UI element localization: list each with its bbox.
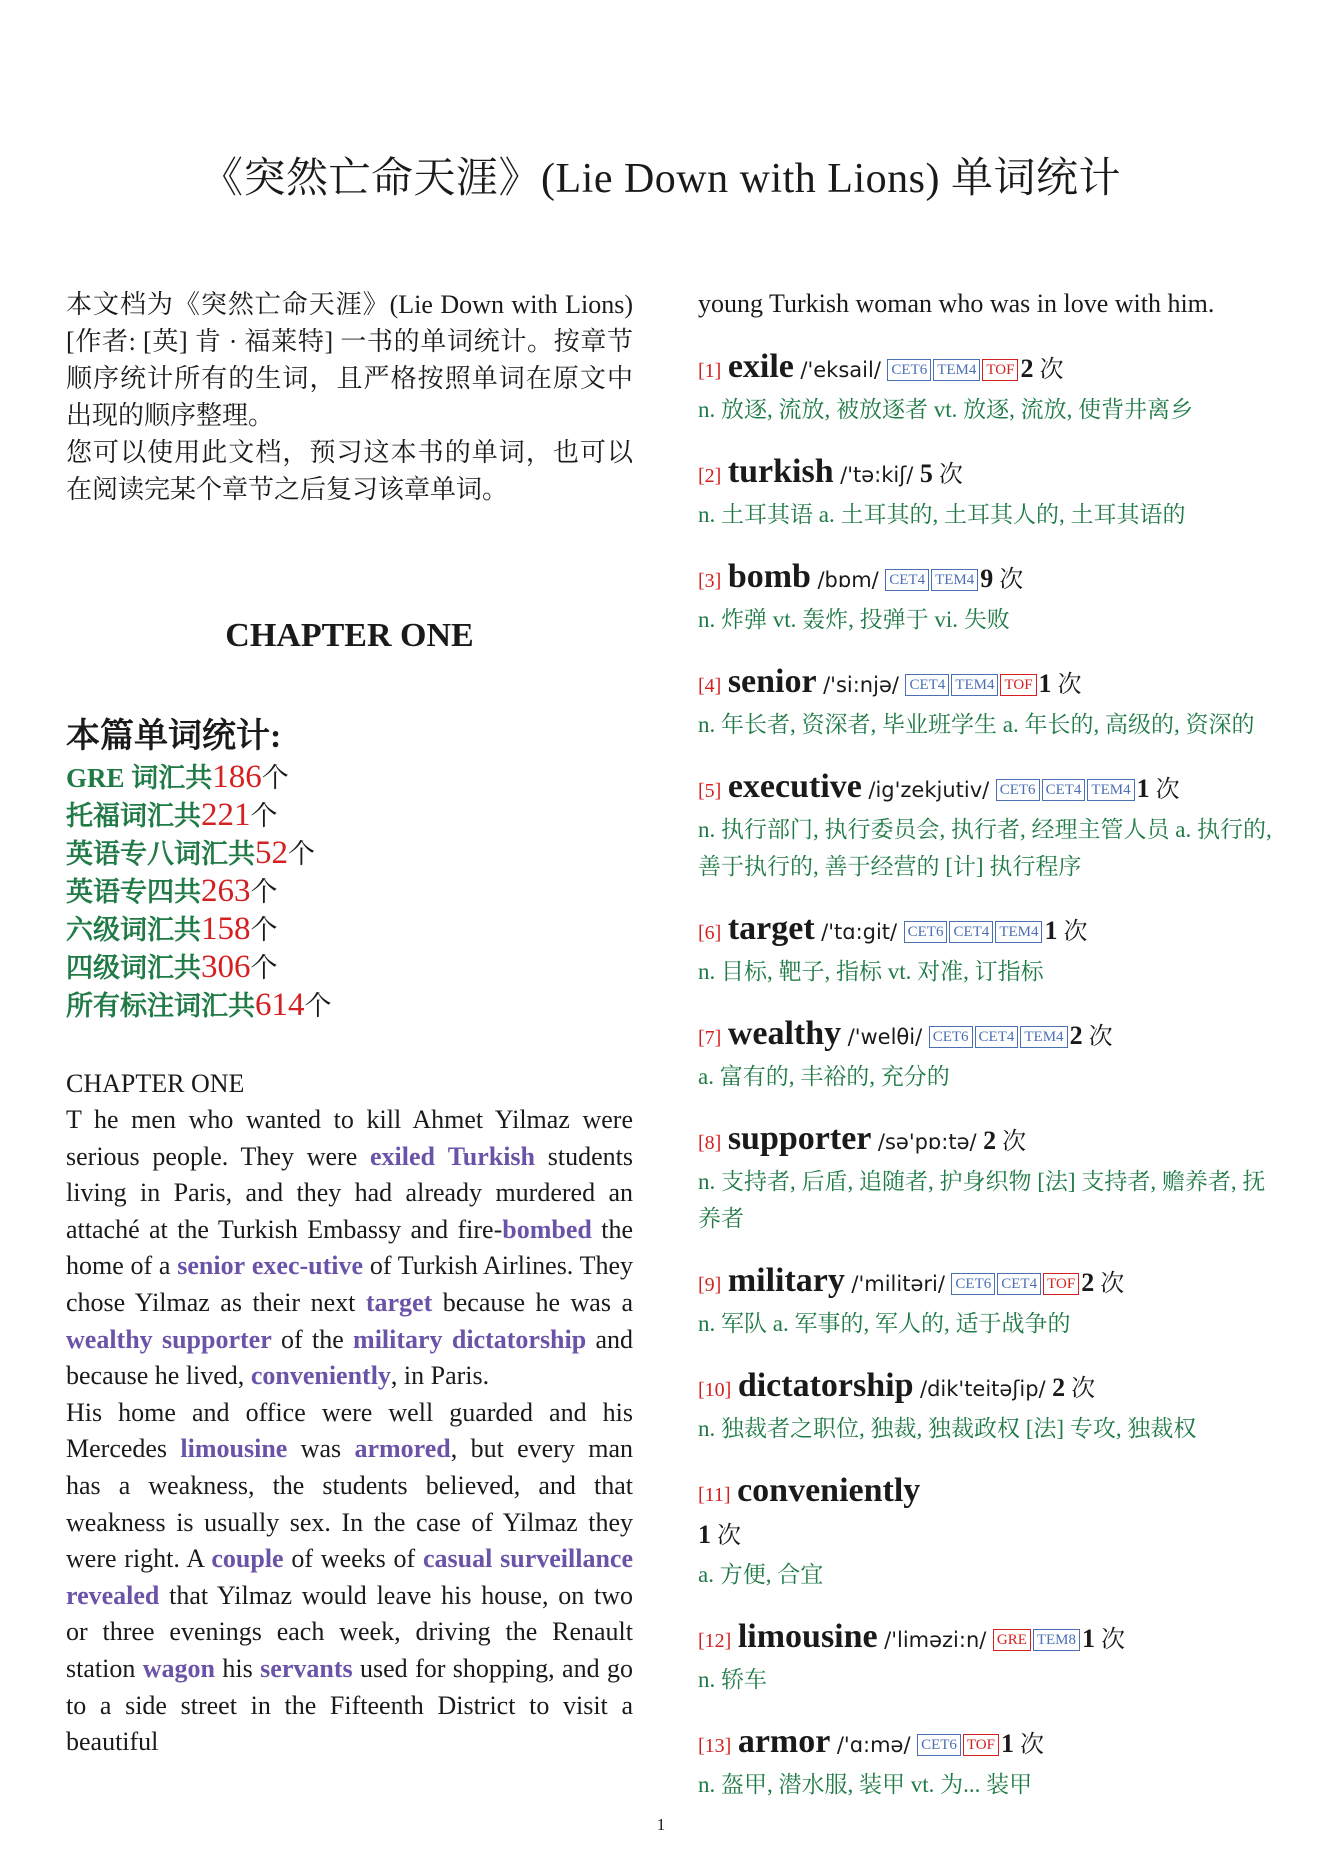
entry-word: conveniently [737, 1471, 921, 1509]
highlighted-word: exec-utive [251, 1251, 364, 1281]
vocab-entry [698, 347, 1273, 428]
stat-line [66, 949, 633, 987]
highlighted-word: couple [211, 1544, 284, 1574]
entry-phonetic: /bɒm/ [817, 567, 879, 592]
level-tag: TEM8 [1033, 1629, 1080, 1651]
entry-index: [10] [698, 1378, 732, 1401]
vocab-entry [698, 662, 1273, 743]
vocab-entry [698, 452, 1273, 533]
entry-phonetic: /'si:njə/ [823, 672, 899, 697]
chapter-text [66, 1102, 633, 1761]
level-tag: CET6 [951, 1273, 995, 1295]
entry-word: supporter [727, 1119, 872, 1157]
entry-index: [2] [698, 464, 722, 487]
stat-unit: 个 [288, 839, 315, 869]
count-unit: 次 [1039, 356, 1064, 383]
vocab-entry [698, 1471, 1273, 1593]
level-tag: CET4 [997, 1273, 1041, 1295]
entry-head [698, 347, 1273, 391]
stat-unit: 个 [250, 877, 278, 907]
stat-label: 英语专八词汇共 [66, 839, 255, 869]
entry-phonetic: /'ɑ:mə/ [836, 1732, 911, 1757]
stat-label: 所有标注词汇共 [66, 991, 255, 1021]
count-unit: 次 [1088, 1023, 1113, 1050]
stat-label: 四级词汇共 [66, 953, 201, 983]
entry-index: [1] [698, 359, 722, 382]
highlighted-word: target [365, 1287, 433, 1317]
level-tag: GRE [993, 1629, 1031, 1651]
count-unit: 次 [1057, 671, 1082, 698]
page-number: 1 [656, 1815, 666, 1834]
stat-unit: 个 [250, 915, 278, 945]
count-unit: 次 [1155, 776, 1180, 803]
count-number: 1 [1038, 668, 1052, 698]
level-tag: TOF [1000, 674, 1036, 696]
entry-count [983, 1125, 1027, 1155]
vocab-entry [698, 1366, 1273, 1447]
count-number: 1 [1082, 1623, 1096, 1653]
vocab-entry [698, 1014, 1273, 1095]
count-number: 2 [1081, 1267, 1095, 1297]
text-paragraph: His home and office were well guarded and his Mercedes limousine was armored, but every man has a weakness, the students believed, and that weakness is usually sex. In the case of Yilmaz they were right. A couple of weeks of casual surveillance revealed that Yilmaz would leave his house, on two or three evenings each week, driving the Renault station wagon his servants used for shopping, and go to a side street in the Fifteenth District to visit a beautiful [66, 1397, 634, 1757]
count-unit: 次 [1100, 1270, 1125, 1297]
highlighted-word: conveniently [250, 1361, 391, 1391]
stat-label: 六级词汇共 [66, 915, 201, 945]
entry-index: [8] [698, 1131, 722, 1154]
count-number: 1 [1136, 773, 1150, 803]
entry-phonetic: /ig'zekjutiv/ [868, 777, 990, 802]
entry-count [1069, 1020, 1113, 1050]
entry-definition: n. 轿车 [698, 1666, 767, 1692]
highlighted-word: armored [354, 1434, 451, 1464]
entry-definition: n. 军队 a. 军事的, 军人的, 适于战争的 [698, 1310, 1071, 1336]
level-tag: TEM4 [995, 921, 1042, 943]
entry-index: [11] [698, 1483, 731, 1506]
entry-count [1000, 1728, 1044, 1758]
count-number: 2 [1020, 353, 1034, 383]
entry-definition: n. 炸弹 vt. 轰炸, 投弹于 vi. 失败 [698, 606, 1010, 632]
entry-count [1044, 915, 1088, 945]
entry-count [1082, 1623, 1126, 1653]
vocab-entry [698, 767, 1273, 885]
level-tag: TEM4 [1020, 1026, 1067, 1048]
highlighted-word: Turkish [447, 1141, 536, 1171]
entry-count [1020, 353, 1064, 383]
count-number: 1 [698, 1519, 711, 1549]
entry-head [698, 1366, 1273, 1410]
entry-definition: a. 方便, 合宜 [698, 1561, 824, 1587]
highlighted-word: limousine [180, 1434, 288, 1464]
count-unit: 次 [1019, 1731, 1044, 1758]
count-number: 1 [1000, 1728, 1014, 1758]
stat-label: 托福词汇共 [66, 801, 201, 831]
count-number: 2 [1069, 1020, 1083, 1050]
level-tag: TOF [1043, 1273, 1079, 1295]
text-chapter-label: CHAPTER ONE [66, 1069, 245, 1098]
entry-definition: n. 支持者, 后盾, 追随者, 护身织物 [法] 支持者, 赡养者, 抚养者 [698, 1168, 1266, 1231]
stat-unit: 个 [250, 953, 278, 983]
highlighted-word: revealed [66, 1580, 160, 1610]
vocabulary-list [698, 347, 1273, 1803]
count-unit: 次 [717, 1522, 741, 1549]
count-number: 5 [919, 458, 933, 488]
vocab-entry [698, 1119, 1273, 1237]
stat-count: 263 [201, 873, 251, 909]
count-unit: 次 [1063, 918, 1088, 945]
vocab-entry [698, 909, 1273, 990]
highlighted-word: wealthy [66, 1324, 153, 1354]
highlighted-word: wagon [142, 1653, 215, 1683]
stat-count: 221 [201, 797, 251, 833]
entry-head [698, 1014, 1273, 1058]
entry-head [698, 909, 1273, 953]
entry-count [1052, 1372, 1096, 1402]
stat-unit: 个 [261, 763, 289, 793]
vocab-entry [698, 1261, 1273, 1342]
stats-title: 本篇单词统计: [66, 718, 282, 755]
vocab-entry [698, 557, 1273, 638]
level-tag: TOF [963, 1734, 999, 1756]
level-tag: CET4 [1042, 779, 1086, 801]
entry-count [1081, 1267, 1125, 1297]
level-tag: CET4 [975, 1026, 1019, 1048]
entry-index: [6] [698, 921, 722, 944]
stat-unit: 个 [250, 801, 278, 831]
intro-paragraph: 本文档为《突然亡命天涯》(Lie Down with Lions)[作者: [英] 肯 · 福莱特] 一书的单词统计。按章节顺序统计所有的生词，且严格按照单词在原文中出现的顺序整理。 [66, 290, 633, 430]
stat-count: 52 [255, 835, 288, 871]
level-tag: CET6 [887, 359, 931, 381]
entry-phonetic: /'tɑ:git/ [821, 919, 898, 944]
entry-index: [13] [698, 1734, 732, 1757]
entry-definition: a. 富有的, 丰裕的, 充分的 [698, 1063, 950, 1089]
intro-paragraph-2: 您可以使用此文档，预习这本书的单词，也可以在阅读完某个章节之后复习该章单词。 [66, 438, 633, 504]
entry-index: [12] [698, 1629, 732, 1652]
highlighted-word: supporter [161, 1324, 272, 1354]
entry-count [1136, 773, 1180, 803]
entry-head [698, 452, 1273, 496]
entry-phonetic: /'militəri/ [851, 1271, 945, 1296]
entry-head [698, 1261, 1273, 1305]
entry-definition: n. 独裁者之职位, 独裁, 独裁政权 [法] 专攻, 独裁权 [698, 1415, 1197, 1441]
count-number: 2 [983, 1125, 997, 1155]
level-tag: TOF [982, 359, 1018, 381]
count-unit: 次 [1101, 1626, 1126, 1653]
entry-word: limousine [737, 1617, 878, 1655]
text-continuation: young Turkish woman who was in love with him. [698, 289, 1215, 318]
stat-count: 186 [212, 759, 262, 795]
entry-head [698, 662, 1273, 706]
entry-word: military [727, 1261, 845, 1299]
entry-word: target [727, 909, 815, 947]
level-tag: TEM4 [951, 674, 998, 696]
level-tag: CET6 [929, 1026, 973, 1048]
count-unit: 次 [938, 461, 963, 488]
entry-phonetic: /'liməzi:n/ [884, 1627, 987, 1652]
entry-index: [5] [698, 779, 722, 802]
vocab-entry [698, 1617, 1273, 1698]
count-unit: 次 [1002, 1128, 1027, 1155]
stat-label: GRE 词汇共 [66, 763, 213, 793]
stat-line [66, 835, 633, 873]
highlighted-word: servants [260, 1653, 353, 1683]
entry-count [980, 563, 1024, 593]
vocab-entry [698, 1722, 1273, 1803]
entry-head [698, 1617, 1273, 1661]
entry-phonetic: /sə'pɒ:tə/ [877, 1129, 977, 1154]
stat-line [66, 759, 633, 797]
entry-index: [7] [698, 1026, 722, 1049]
entry-word: senior [727, 662, 817, 700]
entry-word: dictatorship [737, 1366, 914, 1404]
entry-index: [9] [698, 1273, 722, 1296]
document-title: 《突然亡命天涯》(Lie Down with Lions) 单词统计 [201, 156, 1121, 202]
level-tag: TEM4 [931, 569, 978, 591]
count-number: 9 [980, 563, 994, 593]
level-tag: TEM4 [933, 359, 980, 381]
right-column [698, 286, 1273, 1827]
highlighted-word: exiled [370, 1141, 436, 1171]
entry-word: turkish [727, 452, 834, 490]
stats-list [66, 759, 633, 1025]
entry-head [698, 1722, 1273, 1766]
entry-definition: n. 执行部门, 执行委员会, 执行者, 经理主管人员 a. 执行的, 善于执行的, 善于经营的 [计] 执行程序 [698, 816, 1272, 879]
highlighted-word: dictatorship [451, 1324, 587, 1354]
stat-label: 英语专四共 [66, 877, 201, 907]
level-tag: CET6 [904, 921, 948, 943]
stat-line [66, 873, 633, 911]
entry-word: armor [737, 1722, 831, 1760]
entry-word: bomb [727, 557, 811, 595]
stat-count: 158 [201, 911, 251, 947]
level-tag: CET4 [905, 674, 949, 696]
level-tag: TEM4 [1087, 779, 1134, 801]
entry-word: wealthy [727, 1014, 842, 1052]
level-tag: CET4 [885, 569, 929, 591]
entry-phonetic: /'eksail/ [800, 357, 881, 382]
highlighted-word: bombed [502, 1214, 592, 1244]
stat-count: 614 [255, 987, 305, 1023]
entry-phonetic: /'tə:kiʃ/ [840, 462, 914, 487]
count-unit: 次 [999, 566, 1024, 593]
level-tag: CET4 [949, 921, 993, 943]
entry-index: [4] [698, 674, 722, 697]
entry-head [698, 1471, 1273, 1556]
entry-head [698, 767, 1273, 811]
highlighted-word: military [353, 1324, 443, 1354]
entry-definition: n. 盔甲, 潜水服, 装甲 vt. 为... 装甲 [698, 1771, 1033, 1797]
entry-phonetic: /'welθi/ [847, 1024, 923, 1049]
stat-unit: 个 [304, 991, 332, 1021]
stat-count: 306 [201, 949, 251, 985]
chapter-heading: CHAPTER ONE [225, 617, 474, 654]
entry-index: [3] [698, 569, 722, 592]
highlighted-word: surveillance [500, 1544, 633, 1574]
count-unit: 次 [1071, 1375, 1096, 1402]
entry-count [698, 1515, 1273, 1556]
entry-definition: n. 目标, 靶子, 指标 vt. 对准, 订指标 [698, 958, 1044, 984]
entry-count [1038, 668, 1082, 698]
entry-head [698, 1119, 1273, 1163]
stat-line [66, 797, 633, 835]
entry-head [698, 557, 1273, 601]
stat-line [66, 911, 633, 949]
entry-word: executive [727, 767, 862, 805]
left-column [66, 286, 633, 1761]
count-number: 1 [1044, 915, 1058, 945]
stat-line [66, 987, 633, 1025]
entry-phonetic: /dik'teitəʃip/ [920, 1376, 1046, 1401]
level-tag: CET6 [917, 1734, 961, 1756]
level-tag: CET6 [996, 779, 1040, 801]
highlighted-word: casual [423, 1544, 493, 1574]
text-paragraph: T he men who wanted to kill Ahmet Yilmaz were serious people. They were exiled Turkish students living in Paris, and they had already murdered an attaché at the Turkish Embassy and fire-bombed the home of a senior exec-utive of Turkish Airlines. They chose Yilmaz as their next target because he was a wealthy supporter of the military dictatorship and because he lived, conveniently, in Paris. [66, 1105, 634, 1391]
entry-definition: n. 土耳其语 a. 土耳其的, 土耳其人的, 土耳其语的 [698, 501, 1186, 527]
entry-count [919, 458, 963, 488]
entry-word: exile [727, 347, 794, 385]
entry-definition: n. 年长者, 资深者, 毕业班学生 a. 年长的, 高级的, 资深的 [698, 711, 1255, 737]
highlighted-word: senior [177, 1251, 246, 1281]
count-number: 2 [1052, 1372, 1066, 1402]
entry-definition: n. 放逐, 流放, 被放逐者 vt. 放逐, 流放, 使背井离乡 [698, 396, 1194, 422]
